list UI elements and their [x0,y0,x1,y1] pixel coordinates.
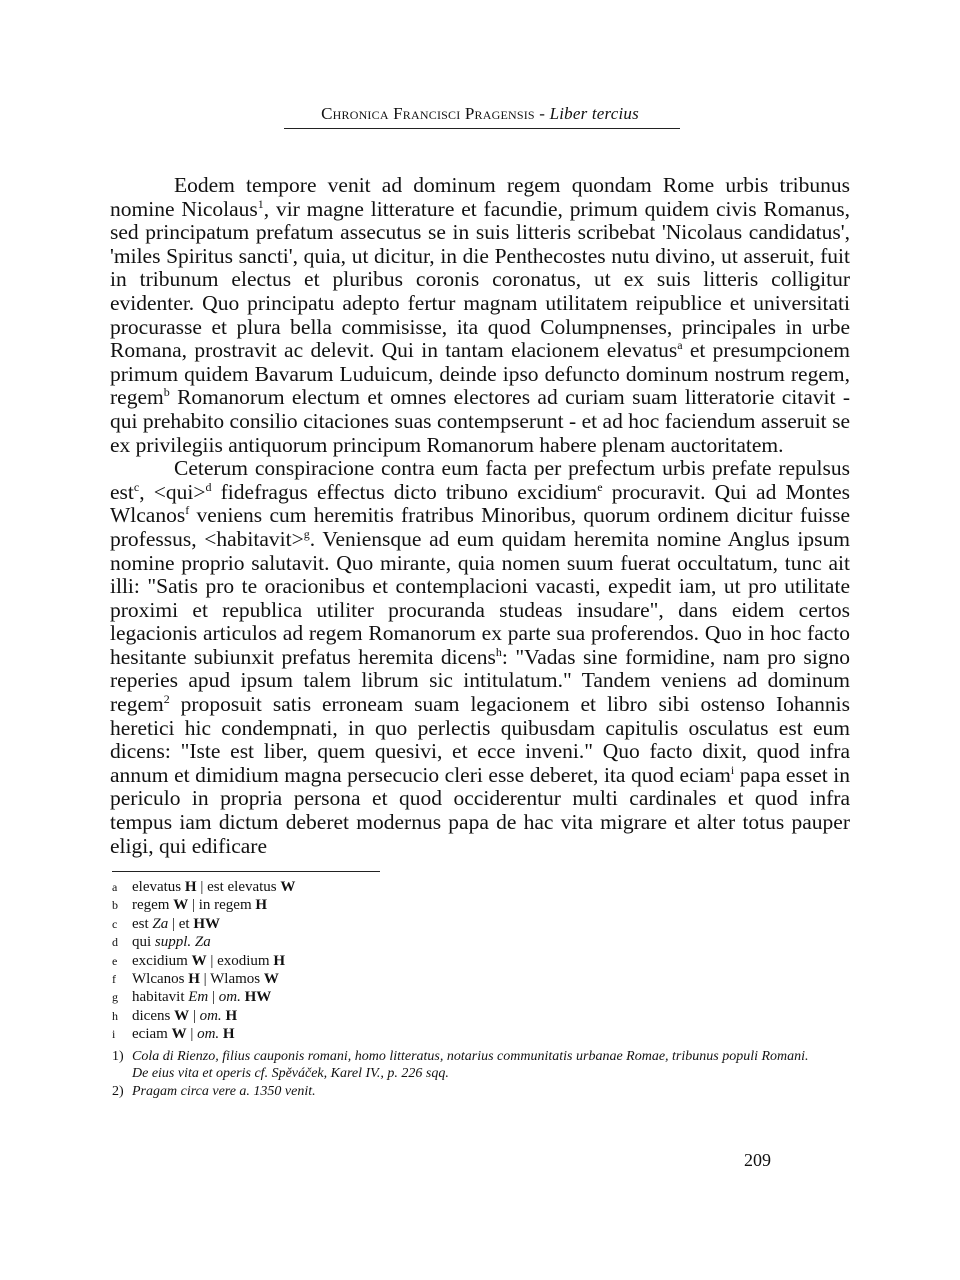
text-run: . Veniensque ad eum quidam heremita nomine Anglus ipsum nomine proprio salutavit. Quo mirante, quia nomen suum fuerat occultatum, tunc ait illi: "Satis pro te oracionibus et contemplacioni vacasti, expedit iam, ut pro utilitate proximi et republica utiliter procuranda studeas insudare", dans eidem certos legacionis articulos ad regem Romanorum ex parte sua proferendos. Quo in hoc facto hesitante subiunxit prefatus heremita dicens [110,526,850,669]
footnote-ref: 2 [163,691,170,706]
note-text: Wlcanos H | Wlamos W [132,971,279,988]
apparatus-ref: h [495,644,502,659]
text-run: procuravit. Qui ad Montes Wlcanos [110,479,850,528]
historical-notes [112,1048,852,1101]
note-mark: f [112,972,116,987]
note-mark: d [112,935,118,950]
apparatus-ref: b [163,385,170,400]
apparatus-note-c [112,915,852,933]
text-run: veniens cum heremitis fratribus Minoribus, quorum ordinem dicitur fuisse professus, <habitavit> [110,503,850,551]
footnote-ref: 1 [257,196,264,211]
note-mark: h [112,1008,118,1023]
note-text: eciam W | om. H [132,1026,235,1043]
apparatus-note-g [112,988,852,1006]
apparatus-ref: c [133,479,140,494]
apparatus-note-b [112,896,852,914]
apparatus-note-e [112,952,852,970]
header-rule [284,128,680,129]
text-run: proposuit satis erroneam suam legacionem et libro sibi ostenso Iohannis heretici hic condempnati, in quo perlectis quibusdam capitulis osculatus est eum dicens: "Iste est liber, quem quesivi, et ecce inveni." Quo facto dixit, quod infra annum et dimidium magna persecucio cleri esse deberet, ita quod eciam [110,692,850,787]
note-mark: b [112,898,118,913]
text-run: Ceterum conspiracione contra eum facta per prefectum urbis prefate repulsus est [110,456,850,504]
note-text: elevatus H | est elevatus W [132,879,296,895]
note-text: excidium W | exodium H [132,952,285,969]
apparatus-note-d [112,933,852,951]
note-text: qui suppl. Za [132,934,211,951]
note-text: est Za | et HW [132,915,221,932]
note-mark: i [112,1027,116,1042]
note-text: Cola di Rienzo, filius cauponis romani, homo litteratus, notarius communitatis urbanae Romae, tribunus populi Romani. De eius vita et operis cf. Spěváček, Karel IV., p. 226 sqq. [132,1048,809,1082]
text-run: fidefragus effectus dicto tribuno excidium [211,479,598,504]
text-run: Romanorum electum et omnes electores ad curiam suam litteratorie citavit - qui prehabito consilio citaciones suas contempserunt - et ad hoc faciendum asseruit se ex privilegiis antiquorum principum Romanorum habere plenam auctoritatem. [110,385,850,457]
apparatus-note-f [112,970,852,988]
footnote-rule [112,871,380,872]
note-mark: e [112,953,118,968]
apparatus-ref: g [303,526,310,541]
note-mark: g [112,990,118,1005]
note-mark: a [112,880,118,894]
note-mark: 2) [112,1083,124,1099]
text-run: et presumpcionem primum quidem Bavarum Luduicum, deinde ipso defuncto dominum nostrum regem, regem [110,338,851,410]
note-mark: c [112,916,118,931]
apparatus-ref: d [205,479,212,494]
note-text: habitavit Em | om. HW [132,989,272,1006]
historical-note-2 [112,1083,852,1101]
paragraph-2 [110,457,850,858]
note-text: dicens W | om. H [132,1007,238,1024]
apparatus-ref: i [730,762,735,777]
apparatus-note-a [112,878,852,896]
apparatus-ref: a [677,338,683,352]
running-head [0,104,960,124]
main-text [110,174,850,858]
paragraph-1 [110,174,850,457]
apparatus-ref: f [185,503,190,518]
running-head-title: Chronica Francisci Pragensis - [321,104,550,123]
running-head-book: Liber tercius [549,104,639,123]
page-number: 209 [744,1150,771,1170]
apparatus-note-h [112,1007,852,1025]
historical-note-1 [112,1048,852,1083]
text-run: Eodem tempore venit ad dominum regem quondam Rome urbis tribunus nomine Nicolaus [110,173,850,221]
apparatus-ref: e [597,479,603,494]
apparatus-note-i [112,1025,852,1043]
critical-apparatus [112,878,852,1100]
text-run: , <qui> [139,479,206,504]
text-run: papa esset in periculo in propria persona et quod occiderentur multi cardinales et quod infra tempus iam dictum deberet modernus papa de hac vita migrare et alter totus pauper eligi, qui edificare [110,762,850,858]
note-text: regem W | in regem H [132,897,268,914]
note-mark: 1) [112,1048,124,1064]
text-run: : "Vadas sine formidine, nam pro signo reperies apud ipsum talem librum sic intitulatum." Tandem veniens ad dominum regem [110,644,850,717]
text-run: , vir magne litterature et facundie, primum quidem civis Romanus, sed principatum prefatum assecutus se in suis litteris scribebat 'Nicolaus candidatus', 'miles Spiritus sancti', quia, ut dicitur, in die Penthecostes nutu divino, ut asseruit, fuit in tribunum electus et pluribus coronis coronatus, ut ex suis litteris colligitur evidenter. Quo principatu adepto fertur magnam utilitatem reipublice et universitati procurasse et plura bella commisisse, ita quod Columpnenses, principales in urbe Romana, prostravit ac delevit. Qui in tantam elacionem elevatus [110,196,850,363]
note-text: Pragam circa vere a. 1350 venit. [132,1083,316,1099]
